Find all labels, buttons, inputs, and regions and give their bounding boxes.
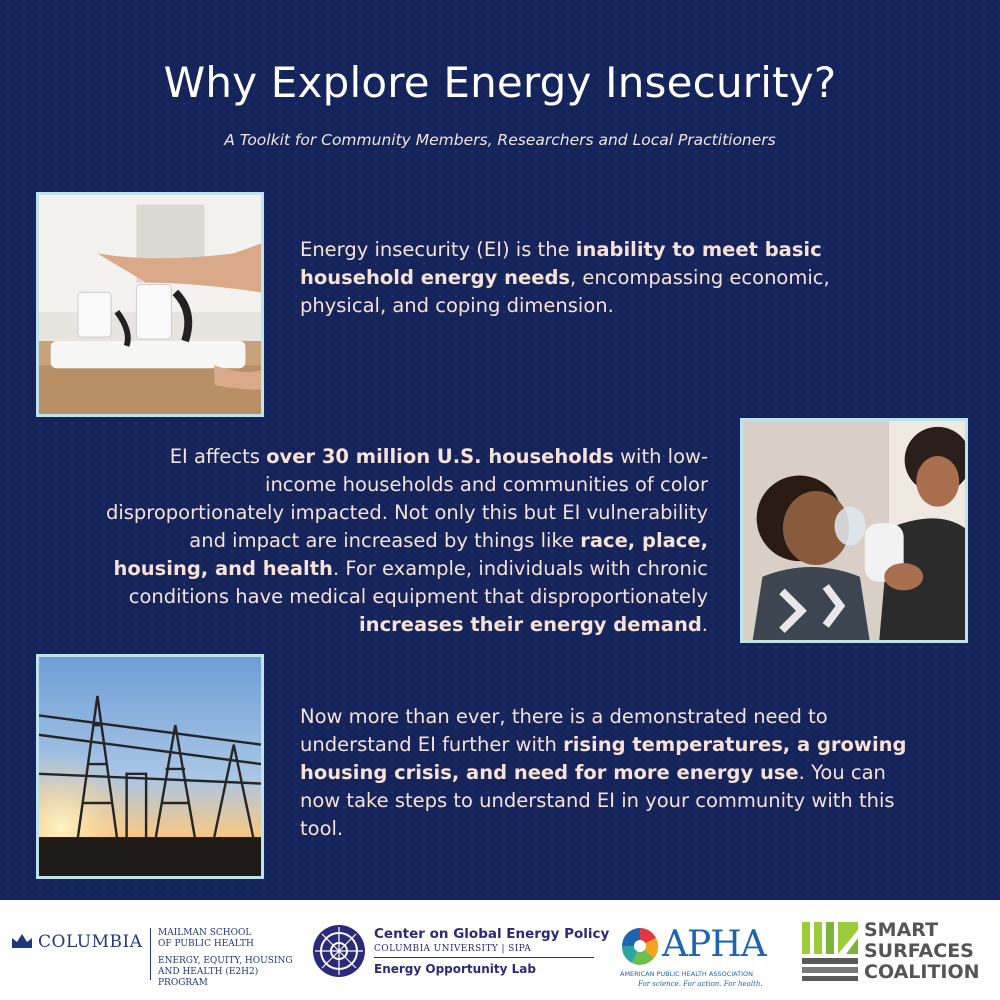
columbia-name: COLUMBIA (38, 932, 143, 952)
apha-name: APHA (662, 924, 766, 965)
paragraph-definition (300, 236, 860, 320)
columbia-divider (150, 928, 151, 980)
para1-seg0: Energy insecurity (EI) is the (300, 238, 576, 261)
ssc-line-1: SMART (864, 919, 939, 941)
photo-power-strip (36, 192, 264, 417)
photo-nebulizer (740, 418, 968, 643)
partner-logos-footer (0, 900, 1000, 1000)
mailman-school-name (158, 928, 254, 950)
substation-image (39, 657, 261, 876)
power-strip-image (39, 195, 261, 414)
paragraph-need (300, 703, 920, 843)
para2-seg6: . (701, 613, 708, 636)
nebulizer-image (743, 421, 965, 640)
para2-seg3: race, place, housing, and health (113, 529, 708, 580)
para3-seg0: Now more than ever, there is a demonstrated need to understand EI further with (300, 705, 828, 756)
page-subtitle: A Toolkit for Community Members, Researchers and Local Practitioners (224, 131, 776, 149)
page-title: Why Explore Energy Insecurity? (163, 58, 837, 107)
cgep-divider (374, 957, 594, 958)
columbia-mailman-logo (10, 928, 300, 988)
apha-tagline: For science. For action. For health. (638, 980, 763, 988)
mailman-line-2: OF PUBLIC HEALTH (158, 939, 254, 949)
e2h2-line-1: ENERGY, EQUITY, HOUSING (158, 956, 293, 966)
para2-seg0: EI affects (169, 445, 267, 468)
para3-seg1: rising temperatures, a growing housing crisis, and need for more energy use (300, 733, 907, 784)
cgep-affiliation: COLUMBIA UNIVERSITY | SIPA (374, 944, 532, 954)
para2-seg4: . For example, individuals with chronic conditions have medical equipment that disproportionately (128, 557, 708, 608)
apha-logo (620, 922, 780, 992)
para2-seg1: over 30 million U.S. households (266, 445, 614, 468)
e2h2-line-2: AND HEALTH (E2H2) PROGRAM (158, 967, 259, 988)
crown-icon (10, 932, 34, 950)
paragraph-impact (100, 443, 708, 639)
cgep-emblem-icon (312, 924, 366, 978)
cgep-name: Center on Global Energy Policy (374, 926, 610, 942)
ssc-line-3: COALITION (864, 961, 980, 983)
apha-full-name: AMERICAN PUBLIC HEALTH ASSOCIATION (620, 970, 753, 978)
para3-seg2: . You can now take steps to understand EI in your community with this tool. (300, 761, 895, 840)
photo-substation (36, 654, 264, 879)
cgep-lab-name: Energy Opportunity Lab (374, 962, 536, 976)
e2h2-program-name (158, 956, 300, 989)
apha-pinwheel-icon (620, 926, 660, 966)
para1-seg2: , encompassing economic, physical, and coping dimension. (300, 266, 830, 317)
smart-surfaces-icon (800, 920, 860, 982)
mailman-line-1: MAILMAN SCHOOL (158, 928, 252, 938)
para2-seg5: increases their energy demand (359, 613, 702, 636)
para2-seg2: with low-income households and communities of color disproportionately impacted. Not only this but EI vulnerability and impact are increased by things like (105, 445, 708, 552)
smart-surfaces-name (864, 920, 980, 983)
smart-surfaces-logo (800, 920, 990, 986)
cgep-logo (312, 922, 612, 982)
ssc-line-2: SURFACES (864, 940, 974, 962)
para1-seg1: inability to meet basic household energy needs (300, 238, 822, 289)
